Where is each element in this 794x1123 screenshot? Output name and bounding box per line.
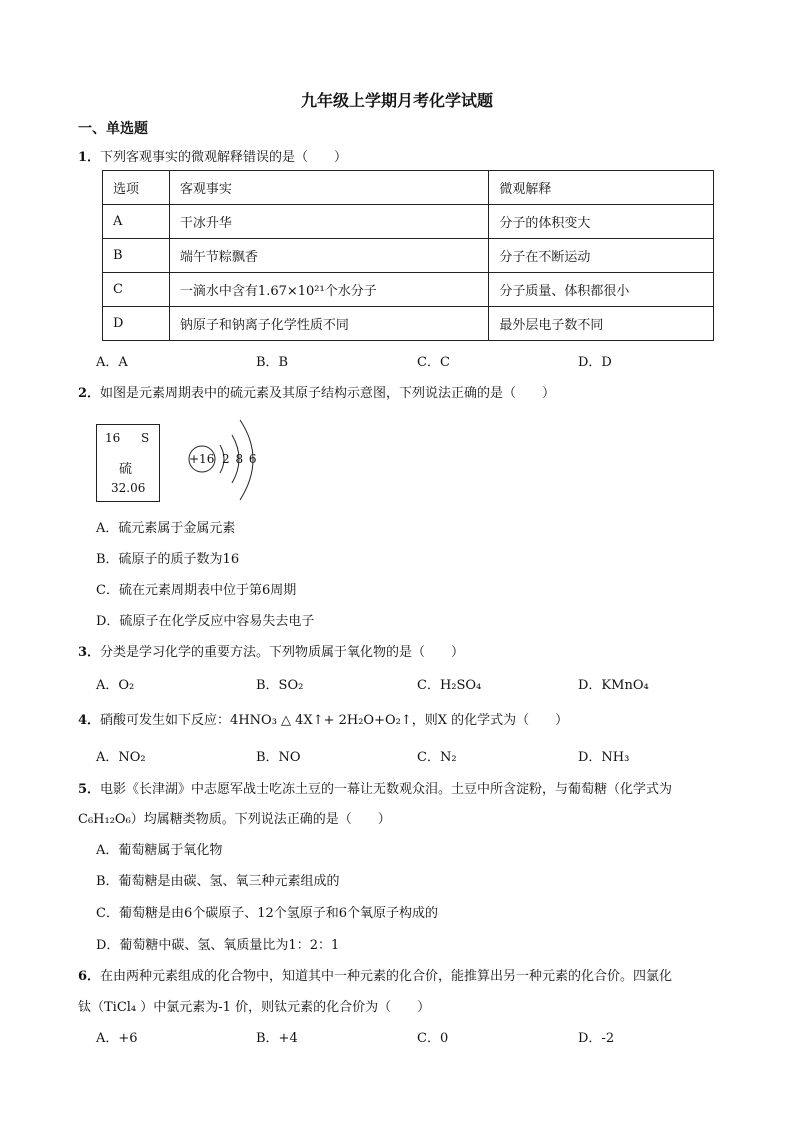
option-d: D．NH₃ xyxy=(578,750,630,765)
table-cell: 钠原子和钠离子化学性质不同 xyxy=(169,307,488,341)
option-a: A．硫元素属于金属元素 xyxy=(96,521,236,536)
table-header-cell: 选项 xyxy=(103,171,170,205)
option-b: B．B xyxy=(256,355,289,370)
nucleus-charge: +16 xyxy=(189,452,215,466)
question-3-number: 3． xyxy=(78,645,101,660)
question-5-number: 5． xyxy=(78,782,101,797)
table-header-row xyxy=(103,171,714,205)
facts-table xyxy=(102,170,714,341)
option-a: A．葡萄糖属于氧化物 xyxy=(96,843,223,858)
question-3-text: 分类是学习化学的重要方法。下列物质属于氧化物的是（ ） xyxy=(100,645,465,660)
table-cell: 最外层电子数不同 xyxy=(489,307,714,341)
option-a: A．+6 xyxy=(96,1031,138,1046)
option-d: D．D xyxy=(578,355,612,370)
table-cell: A xyxy=(103,205,170,239)
question-5-text-line-1: 电影《长津湖》中志愿军战士吃冻土豆的一幕让无数观众泪。土豆中所含淀粉，与葡萄糖（化学式为 xyxy=(100,782,673,797)
question-1-text: 下列客观事实的微观解释错误的是（ ） xyxy=(100,150,348,165)
question-5 xyxy=(78,778,672,797)
atomic-mass: 32.06 xyxy=(111,481,146,495)
option-c: C．C xyxy=(417,355,450,370)
question-3 xyxy=(78,641,464,660)
option-c: C．葡萄糖是由6个碳原子、12个氢原子和6个氧原子构成的 xyxy=(96,906,439,921)
question-2-number: 2． xyxy=(78,386,101,401)
table-header-cell: 客观事实 xyxy=(169,171,488,205)
electron-shells: 2 8 6 xyxy=(222,452,258,466)
option-c: C．0 xyxy=(417,1031,449,1046)
section-heading: 一、单选题 xyxy=(78,121,148,137)
table-row xyxy=(103,273,714,307)
element-name: 硫 xyxy=(119,462,133,477)
question-5-text-line-2: C₆H₁₂O₆）均属糖类物质。下列说法正确的是（ ） xyxy=(78,812,391,827)
page-title: 九年级上学期月考化学试题 xyxy=(300,91,493,110)
question-4 xyxy=(78,709,568,728)
table-cell: 分子质量、体积都很小 xyxy=(489,273,714,307)
option-a: A．NO₂ xyxy=(96,750,146,765)
question-2 xyxy=(78,382,555,401)
question-1-number: 1． xyxy=(78,150,101,165)
table-cell: 分子的体积变大 xyxy=(489,205,714,239)
question-1 xyxy=(78,146,347,165)
option-c: C．N₂ xyxy=(417,750,457,765)
option-b: B．葡萄糖是由碳、氢、氧三种元素组成的 xyxy=(96,874,340,889)
option-c: C．硫在元素周期表中位于第6周期 xyxy=(96,583,297,598)
question-6-text-line-1: 在由两种元素组成的化合物中，知道其中一种元素的化合价，能推算出另一种元素的化合价。四氯化 xyxy=(100,969,673,984)
table-cell: 端午节粽飘香 xyxy=(169,239,488,273)
option-c: C．H₂SO₄ xyxy=(417,678,482,693)
option-b: B．硫原子的质子数为16 xyxy=(96,552,240,567)
table-row xyxy=(103,307,714,341)
question-4-text: 硝酸可发生如下反应：4HNO₃ △ 4X↑+ 2H₂O+O₂↑，则X 的化学式为（ ） xyxy=(100,713,569,728)
table-cell: B xyxy=(103,239,170,273)
option-d: D．硫原子在化学反应中容易失去电子 xyxy=(96,614,315,629)
sulfur-element-card xyxy=(96,424,160,502)
atomic-number: 16 xyxy=(105,431,121,445)
option-a: A．A xyxy=(96,355,128,370)
table-row xyxy=(103,239,714,273)
option-b: B．NO xyxy=(256,750,301,765)
question-6 xyxy=(78,965,672,984)
option-d: D．-2 xyxy=(578,1031,615,1046)
table-row xyxy=(103,205,714,239)
table-header-cell: 微观解释 xyxy=(489,171,714,205)
option-b: B．+4 xyxy=(256,1031,298,1046)
question-6-text-line-2: 钛（TiCl₄ ）中氯元素为-1 价，则钛元素的化合价为（ ） xyxy=(78,1000,431,1015)
element-symbol: S xyxy=(141,431,150,445)
option-d: D．KMnO₄ xyxy=(578,678,649,693)
option-d: D．葡萄糖中碳、氢、氧质量比为1：2：1 xyxy=(96,938,340,953)
table-cell: C xyxy=(103,273,170,307)
option-b: B．SO₂ xyxy=(256,678,304,693)
table-cell: 一滴水中含有1.67×10²¹个水分子 xyxy=(169,273,488,307)
table-cell: 干冰升华 xyxy=(169,205,488,239)
option-a: A．O₂ xyxy=(96,678,135,693)
question-4-number: 4． xyxy=(78,713,101,728)
question-6-number: 6． xyxy=(78,969,101,984)
table-cell: 分子在不断运动 xyxy=(489,239,714,273)
question-2-text: 如图是元素周期表中的硫元素及其原子结构示意图，下列说法正确的是（ ） xyxy=(100,386,556,401)
table-cell: D xyxy=(103,307,170,341)
